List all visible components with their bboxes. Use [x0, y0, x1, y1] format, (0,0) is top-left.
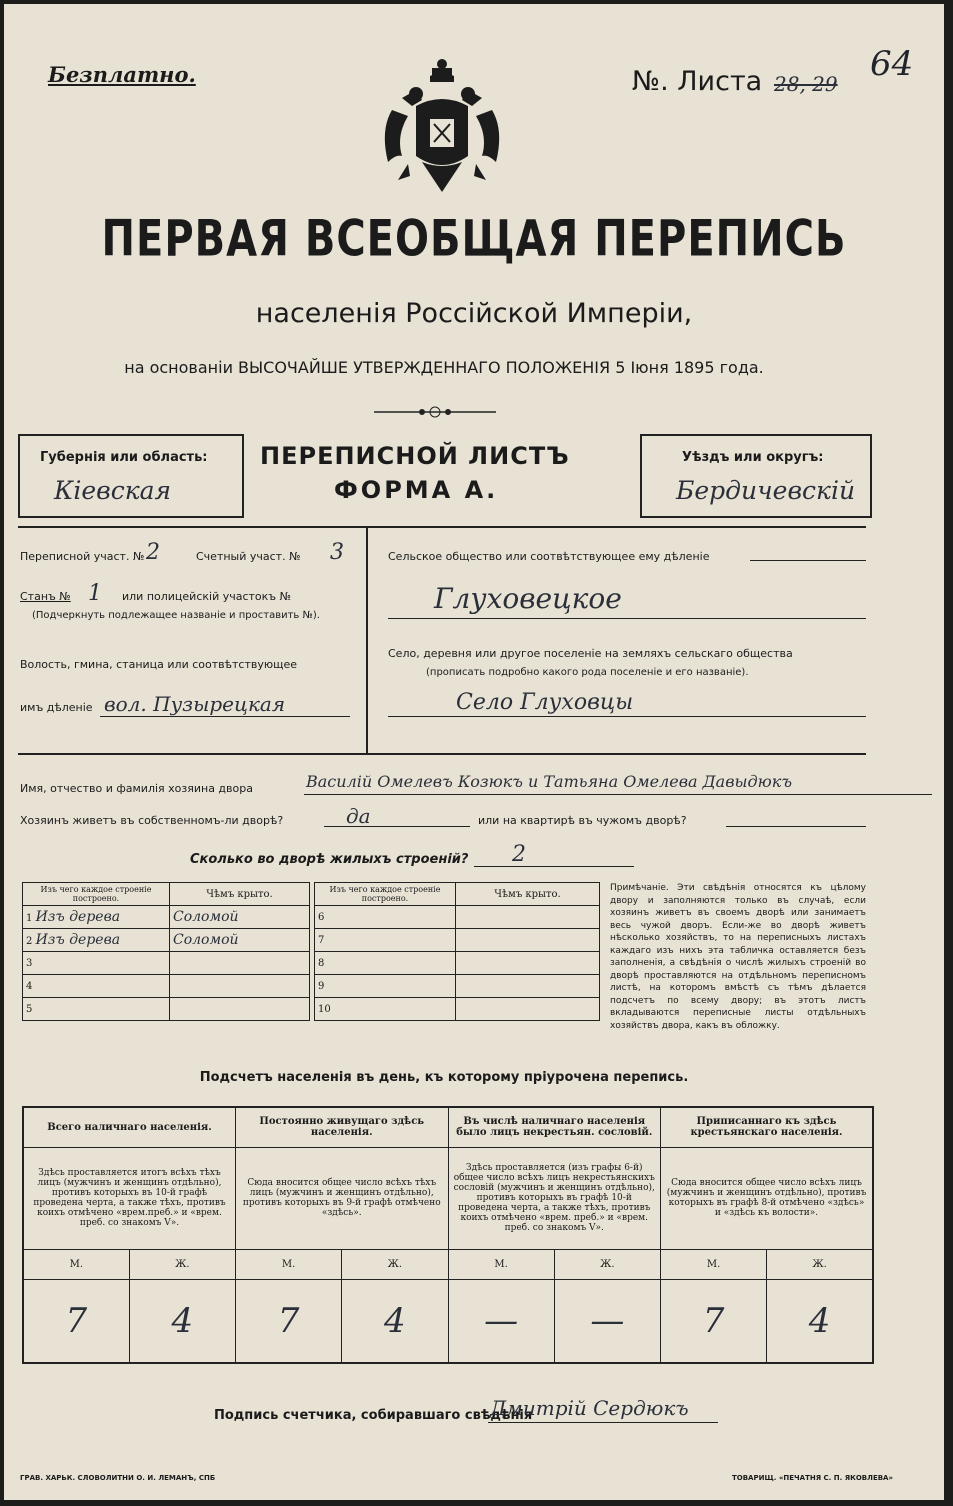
sheet-title: ПЕРЕПИСНОЙ ЛИСТЪ [260, 442, 570, 470]
f-label: Ж. [554, 1249, 660, 1279]
society-label: Сельское общество или соотвѣтствующее ему дѣленіе [388, 550, 710, 563]
imperial-eagle-icon [372, 54, 512, 202]
printer-right: ТОВАРИЩ. «ПЕЧАТНЯ С. П. ЯКОВЛЕВА» [732, 1474, 893, 1482]
section-divider [18, 526, 866, 528]
rented-underline [726, 826, 866, 827]
table-row: 10 [315, 998, 600, 1021]
own-yard-underline [324, 826, 470, 827]
count-cell: 4 [767, 1279, 873, 1363]
buildings-value: 2 [512, 842, 526, 867]
table-row: 7 [315, 929, 600, 952]
stan-value: 1 [88, 581, 102, 606]
schet-uchast-label: Счетный участ. № [196, 550, 301, 563]
col-roof-header: Чѣмъ крыто. [170, 883, 310, 906]
society-underline [388, 618, 866, 619]
m-label: М. [236, 1249, 342, 1279]
col2-title: Постоянно живущаго здѣсь населенія. [236, 1107, 449, 1147]
m-label: М. [23, 1249, 129, 1279]
buildings-table-left [22, 882, 310, 1021]
volost-underline [100, 716, 350, 717]
sheet-number-value: 28, 29 [774, 72, 838, 96]
count-cell: 4 [129, 1279, 235, 1363]
printer-left: ГРАВ. ХАРЬК. СЛОВОЛИТНИ О. И. ЛЕМАНЪ, СПБ [20, 1474, 216, 1482]
col3-desc: Здѣсь проставляется (изъ графы 6-й) общее число всѣхъ лицъ некрестьянскихъ сословій (мужчинъ и женщинъ отдѣльно), противъ которыхъ въ графѣ 10-й проведена черта, а также тѣхъ, противъ коихъ отмѣчено «врем. преб.» и «врем. преб. со знакомъ V». [448, 1147, 661, 1249]
village-value: Село Глуховцы [456, 690, 634, 715]
col-material-header: Изъ чего каждое строеніе построено. [23, 883, 170, 906]
owner-name-label: Имя, отчество и фамилія хозяина двора [20, 782, 253, 795]
volost-value: вол. Пузырецкая [104, 692, 286, 716]
vertical-divider [366, 528, 368, 753]
owner-name-value: Василій Омелевъ Козюкъ и Татьяна Омелева Давыдюкъ [306, 772, 792, 791]
f-label: Ж. [129, 1249, 235, 1279]
sheet-number-label: №. Листа [632, 66, 763, 97]
society-value: Глуховецкое [434, 582, 622, 615]
gubernia-box [18, 434, 244, 518]
buildings-note: Примѣчаніе. Эти свѣдѣнія относятся къ цѣлому двору и заполняются только въ случаѣ, если хозяинъ живетъ въ своемъ дворѣ или занимаетъ весь чужой дворъ. Если-же во дворѣ живетъ нѣсколько хозяйствъ, то на переписныхъ листахъ каждаго изъ нихъ эта табличка оставляется безъ заполненія, а свѣдѣнія о числѣ жилыхъ строеній во дворѣ проставляются на отдѣльномъ переписномъ листѣ, на которомъ вмѣстѣ съ тѣмъ дѣлается подсчетъ по всему двору; въ этотъ листъ вкладываются переписные листы отдѣльныхъ хозяйствъ двора, какъ въ обложку. [610, 883, 866, 1031]
count-cell: — [554, 1279, 660, 1363]
ornament-divider [370, 404, 500, 420]
perep-uchast-value: 2 [146, 540, 160, 565]
police-note: (Подчеркнуть подлежащее названіе и проставить №). [32, 610, 320, 621]
f-label: Ж. [767, 1249, 873, 1279]
buildings-table-right: Изъ чего каждое строеніе построено. Чѣмъ крыто. 6 7 8 9 10 [314, 882, 600, 1021]
gubernia-label: Губернія или область: [40, 450, 208, 465]
uezd-label: Уѣздъ или округъ: [682, 450, 824, 465]
f-label: Ж. [342, 1249, 448, 1279]
census-basis: на основаніи ВЫСОЧАЙШЕ УТВЕРЖДЕННАГО ПОЛОЖЕНІЯ 5 Іюня 1895 года. [124, 358, 764, 377]
signature-value: Дмитрій Сердюкъ [490, 1396, 689, 1420]
volost-label-2: имъ дѣленіе [20, 701, 93, 714]
sheet-stamp-number: 64 [870, 44, 914, 84]
col2-desc: Сюда вносится общее число всѣхъ тѣхъ лицъ (мужчинъ и женщинъ отдѣльно), противъ которыхъ въ 9-й графѣ отмѣчено «здѣсь». [236, 1147, 449, 1249]
table-row: 4 [23, 975, 310, 998]
signature-label: Подпись счетчика, собиравшаго свѣдѣнія [214, 1408, 533, 1423]
col3-title: Въ числѣ наличнаго населенія было лицъ некрестьян. сословій. [448, 1107, 661, 1147]
table-row: 2 Изъ дерева Соломой [23, 929, 310, 952]
col1-desc: Здѣсь проставляется итогъ всѣхъ тѣхъ лицъ (мужчинъ и женщинъ отдѣльно), противъ которыхъ въ 10-й графѣ проведена черта, а также тѣхъ, противъ коихъ отмѣчено «врем.преб.» и «врем. преб. со знакомъ V». [23, 1147, 236, 1249]
owner-name-underline [304, 794, 932, 795]
table-row: 8 [315, 952, 600, 975]
section-divider-2 [18, 753, 866, 755]
signature-underline [488, 1422, 718, 1423]
table-row: 9 [315, 975, 600, 998]
schet-uchast-value: 3 [330, 540, 344, 565]
village-label: Село, деревня или другое поселеніе на земляхъ сельскаго общества [388, 647, 793, 660]
society-label-line [750, 560, 866, 561]
buildings-label: Сколько во дворѣ жилыхъ строеній? [190, 852, 469, 867]
stan-label: Станъ № [20, 590, 71, 603]
count-cell: — [448, 1279, 554, 1363]
population-heading: Подсчетъ населенія въ день, къ которому пріурочена перепись. [199, 1070, 689, 1085]
uezd-value: Бердичевскій [676, 476, 856, 505]
census-subtitle: населенія Россійской Имперіи, [255, 298, 693, 329]
count-cell: 7 [23, 1279, 129, 1363]
col1-title: Всего наличнаго населенія. [23, 1107, 236, 1147]
table-row: 6 [315, 906, 600, 929]
own-yard-label: Хозяинъ живетъ въ собственномъ-ли дворѣ? [20, 814, 284, 827]
table-row: 3 [23, 952, 310, 975]
volost-label-1: Волость, гмина, станица или соотвѣтствующее [20, 658, 298, 671]
count-cell: 4 [342, 1279, 448, 1363]
village-note: (прописать подробно какого рода поселеніе и его названіе). [426, 667, 749, 678]
table-row: 1 Изъ дерева Соломой [23, 906, 310, 929]
col4-title: Приписаннаго къ здѣсь крестьянскаго населенія. [661, 1107, 874, 1147]
uezd-box [640, 434, 872, 518]
census-title: ПЕРВАЯ ВСЕОБЩАЯ ПЕРЕПИСЬ [101, 210, 847, 268]
buildings-underline [474, 866, 634, 867]
police-label: или полицейскій участокъ № [122, 590, 292, 603]
rented-label: или на квартирѣ въ чужомъ дворѣ? [478, 814, 687, 827]
form-name: ФОРМА А. [334, 476, 499, 504]
m-label: М. [661, 1249, 767, 1279]
perep-uchast-label: Переписной участ. № [20, 550, 145, 563]
table-row: 5 [23, 998, 310, 1021]
village-underline [388, 716, 866, 717]
count-cell: 7 [661, 1279, 767, 1363]
m-label: М. [448, 1249, 554, 1279]
count-cell: 7 [236, 1279, 342, 1363]
free-label: Безплатно. [48, 62, 196, 87]
population-table [22, 1106, 874, 1364]
col4-desc: Сюда вносится общее число всѣхъ лицъ (мужчинъ и женщинъ отдѣльно), противъ которыхъ въ графѣ 8-й отмѣчено «здѣсь» и «здѣсь къ волости». [661, 1147, 874, 1249]
gubernia-value: Кіевская [54, 476, 172, 505]
own-yard-value: да [346, 804, 371, 828]
census-form-page [4, 4, 944, 1500]
